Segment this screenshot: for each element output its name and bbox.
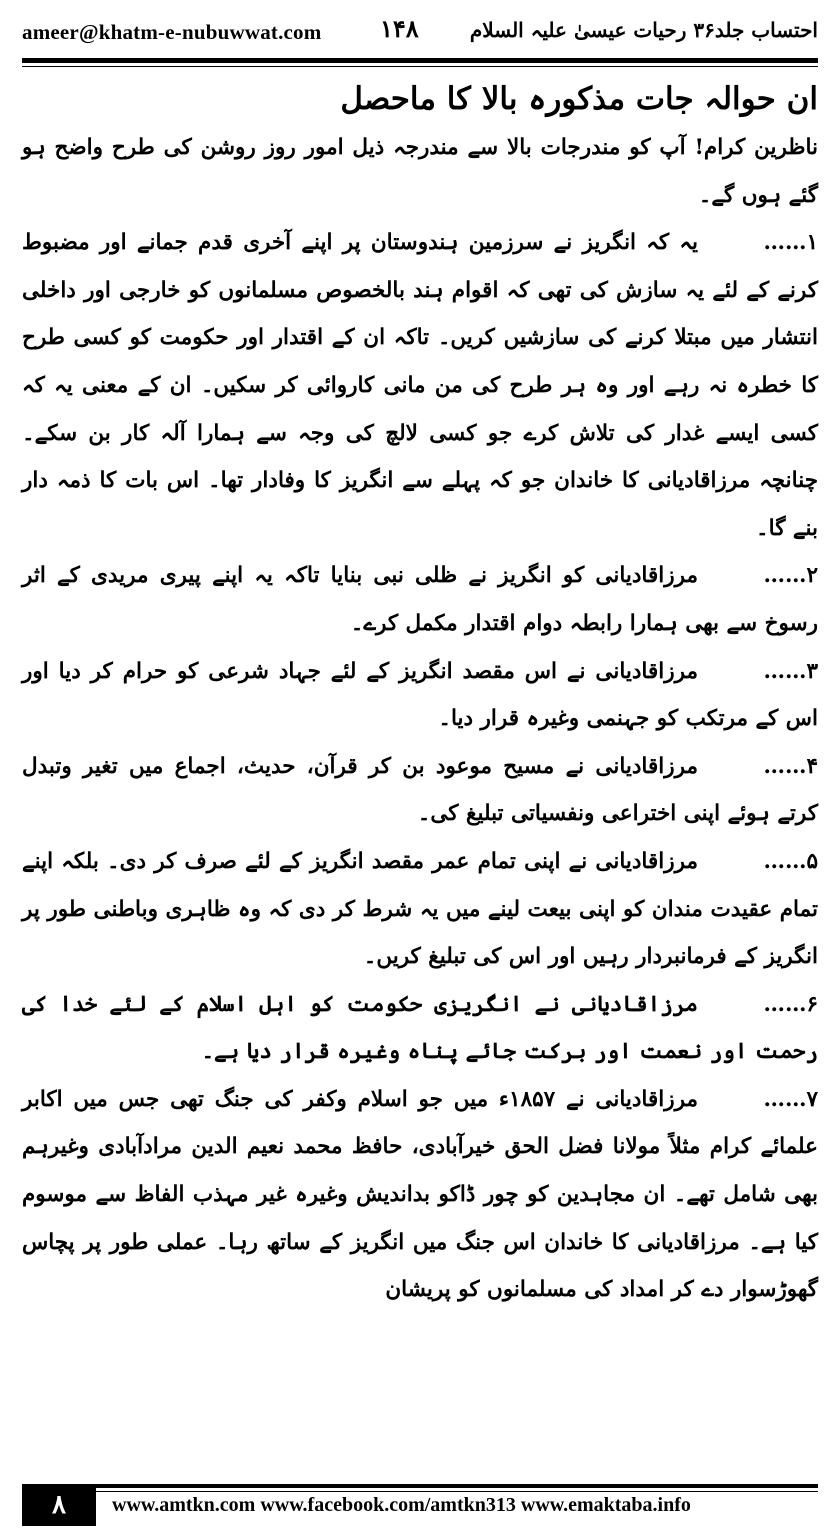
page-content: [22, 74, 818, 1314]
footer-rule-thick: [22, 1484, 818, 1488]
paragraph-text: مرزاقادیانی نے اپنی تمام عمر مقصد انگریز کے لئے صرف کر دی۔ بلکہ اپنے تمام عقیدت مندان کو اپنی بیعت لینے میں یہ شرط کر دی کہ وہ ظاہری وباطنی طور پر انگریز کے فرمانبردار رہیں اور اس کی تبلیغ کریں۔: [22, 848, 818, 970]
header-book-title: احتساب جلد۳۶ رحیات عیسیٰ علیہ السلام: [469, 18, 818, 42]
footer-page-number: ۸: [22, 1484, 96, 1526]
paragraph-text: مرزاقادیانی کو انگریز نے ظلی نبی بنایا تاکہ یہ اپنے پیری مریدی کے اثر رسوخ سے بھی ہمارا رابطہ دوام اقتدار مکمل کرے۔: [22, 563, 818, 636]
item-number: ۲……: [763, 563, 818, 589]
footer-rule-thin: [22, 1491, 818, 1492]
paragraph-text: مرزاقادیانی نے انگریزی حکومت کو اہل اسلام کے لئے خدا کی رحمت اور نعمت اور برکت جائے پناہ وغیرہ قرار دیا ہے۔: [22, 991, 818, 1065]
paragraph-item-7: [22, 1076, 818, 1314]
paragraph-item-6: [22, 981, 818, 1076]
paragraph-item-2: [22, 552, 818, 647]
page-footer: [22, 1484, 818, 1524]
paragraph-text: مرزاقادیانی نے اس مقصد انگریز کے لئے جہاد شرعی کو حرام کر دیا اور اس کے مرتکب کو جہنمی وغیرہ قرار دیا۔: [22, 658, 818, 732]
paragraph-intro: [22, 124, 818, 219]
item-number: ۷……: [763, 1086, 818, 1112]
paragraph-item-3: [22, 648, 818, 743]
header-rule-thin: [22, 66, 818, 67]
header-email: ameer@khatm-e-nubuwwat.com: [22, 20, 322, 44]
item-number: ۶……: [763, 991, 818, 1017]
paragraph-item-4: [22, 743, 818, 838]
item-number: ۵……: [763, 848, 818, 874]
paragraph-item-1: [22, 219, 818, 552]
item-number: ۳……: [763, 658, 818, 684]
page-header: [22, 14, 818, 50]
section-heading: ان حوالہ جات مذکورہ بالا کا ماحصل: [340, 81, 818, 117]
paragraph-text: مرزاقادیانی نے مسیح موعود بن کر قرآن، حدیث، اجماع میں تغیر وتبدل کرتے ہوئے اپنی اختراعی ونفسیاتی تبلیغ کی۔: [22, 753, 818, 827]
paragraph-text: ناظرین کرام! آپ کو مندرجات بالا سے مندرجہ ذیل امور روز روشن کی طرح واضح ہو گئے ہوں گے۔: [22, 135, 818, 208]
paragraph-text: مرزاقادیانی نے ۱۸۵۷ء میں جو اسلام وکفر کی جنگ تھی جس میں اکابر علمائے کرام مثلاً مولانا فضل الحق خیرآبادی، حافظ محمد نعیم الدین مرادآبادی وغیرہم بھی شامل تھے۔ ان مجاہدین کو چور ڈاکو بداندیش وغیرہ غیر مہذب الفاظ سے موسوم کیا ہے۔ مرزاقادیانی کا خاندان اس جنگ میں انگریز کے ساتھ رہا۔ عملی طور پر پچاس گھوڑسوار دے کر امداد کی مسلمانوں کو پریشان: [22, 1086, 818, 1303]
header-rule-thick: [22, 58, 818, 63]
item-number: ۱……: [763, 230, 818, 256]
item-number: ۴……: [763, 753, 818, 779]
footer-links: www.amtkn.com www.facebook.com/amtkn313 www.emaktaba.info: [112, 1494, 691, 1516]
header-page-number: ۱۴۸: [380, 14, 419, 43]
paragraph-item-5: [22, 838, 818, 981]
paragraph-text: یہ کہ انگریز نے سرزمین ہندوستان پر اپنے آخری قدم جمانے اور مضبوط کرنے کے لئے یہ سازش کی تھی کہ اقوام ہند بالخصوص مسلمانوں کو خارجی اور داخلی انتشار میں مبتلا کرنے کی سازشیں کریں۔ تاکہ ان کے اقتدار اور حکومت کو کسی طرح کا خطرہ نہ رہے اور وہ ہر طرح کی من مانی کاروائی کر سکیں۔ ان کے معنی یہ کہ کسی ایسے غدار کی تلاش کرے جو کسی لالچ کی وجہ سے ہمارا آلہ کار بن سکے۔ چنانچہ مرزاقادیانی کا خاندان جو کہ پہلے سے انگریز کا وفادار تھا۔ اس بات کا ذمہ دار بنے گا۔: [22, 230, 818, 541]
